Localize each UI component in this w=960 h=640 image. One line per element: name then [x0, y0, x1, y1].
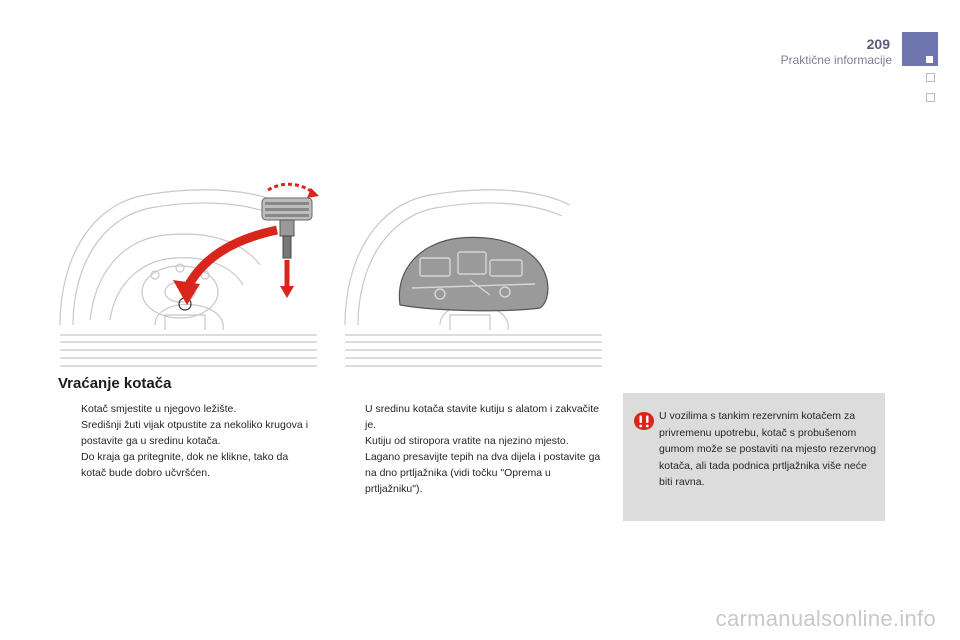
list-item: Kutiju od stiropora vratite na njezino mjesto. [365, 435, 569, 447]
right-instruction-list [342, 401, 602, 497]
spare-wheel-with-screw-diagram [55, 180, 320, 370]
spare-wheel-with-toolbox-diagram [340, 180, 605, 370]
list-item: U sredinu kotača stavite kutiju s alatom i zakvačite je. [365, 403, 600, 431]
warning-note-text: U vozilima s tankim rezervnim kotačem za privremenu upotrebu, kotač s probušenom gumom može se postaviti na mjesto rezervnog kotača, ali tada podnica prtljažnika više neće biti ravna. [659, 410, 877, 488]
tab-box-1 [926, 73, 935, 82]
tab-box-2 [926, 93, 935, 102]
watermark: carmanualsonline.info [715, 606, 936, 631]
section-title: Praktične informacije [780, 53, 892, 67]
list-item: Do kraja ga pritegnite, dok ne klikne, tako da kotač bude dobro učvršćen. [81, 451, 289, 479]
active-tab-dot [926, 56, 933, 63]
warning-icon [633, 411, 655, 431]
list-item: Kotač smjestite u njegovo ležište. [81, 403, 237, 415]
left-instruction-list [58, 401, 313, 481]
list-item: Lagano presavijte tepih na dva dijela i postavite ga na dno prtljažnika (vidi točku "Oprema u prtljažniku"). [365, 451, 601, 495]
page-number: 209 [866, 36, 890, 52]
warning-note-box [623, 393, 885, 521]
list-item: Središnji žuti vijak otpustite za nekoliko krugova i postavite ga u sredinu kotača. [81, 419, 309, 447]
page-heading: Vraćanje kotača [58, 375, 172, 392]
